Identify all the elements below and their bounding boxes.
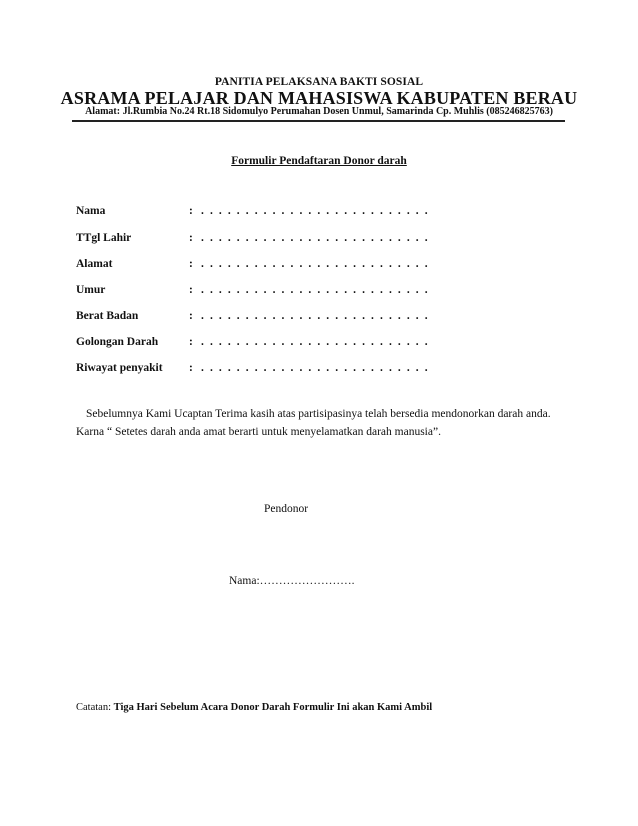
field-golongan-darah bbox=[76, 336, 576, 352]
field-label: Umur bbox=[76, 284, 106, 296]
field-riwayat-penyakit bbox=[76, 362, 576, 378]
address-line: Alamat: Jl.Rumbia No.24 Rt.18 Sidomulyo Perumahan Dosen Unmul, Samarinda Cp. Muhlis (085246825763) bbox=[85, 106, 553, 117]
organizer-heading: PANITIA PELAKSANA BAKTI SOSIAL bbox=[214, 76, 424, 88]
field-blank-line: . . . . . . . . . . . . . . . . . . . . . . . . . . bbox=[201, 232, 430, 244]
field-colon: : bbox=[189, 310, 193, 322]
field-umur bbox=[76, 284, 576, 300]
field-colon: : bbox=[189, 232, 193, 244]
field-colon: : bbox=[189, 205, 193, 217]
thanks-line-1-text: Sebelumnya Kami Ucaptan Terima kasih atas partisipasinya telah bersedia mendonorkan darah anda. bbox=[86, 408, 551, 420]
field-blank-line: . . . . . . . . . . . . . . . . . . . . . . . . . . bbox=[201, 336, 430, 348]
field-colon: : bbox=[189, 336, 193, 348]
field-label: Golongan Darah bbox=[76, 336, 159, 348]
thanks-line-2: Karna “ Setetes darah anda amat berarti untuk menyelamatkan darah manusia”. bbox=[76, 426, 441, 438]
field-blank-line: . . . . . . . . . . . . . . . . . . . . . . . . . . bbox=[201, 362, 430, 374]
field-blank-line: . . . . . . . . . . . . . . . . . . . . . . . . . . bbox=[201, 258, 430, 270]
field-label: Riwayat penyakit bbox=[76, 362, 163, 374]
field-label: Berat Badan bbox=[76, 310, 139, 322]
field-blank-line: . . . . . . . . . . . . . . . . . . . . . . . . . . bbox=[201, 205, 430, 217]
field-label: Alamat bbox=[76, 258, 113, 270]
field-nama bbox=[76, 205, 576, 221]
donor-signature-role: Pendonor bbox=[263, 503, 309, 515]
institution-title: ASRAMA PELAJAR DAN MAHASISWA KABUPATEN BERAU bbox=[60, 88, 578, 108]
field-colon: : bbox=[189, 362, 193, 374]
field-ttgl-lahir bbox=[76, 232, 576, 248]
note-label: Catatan: bbox=[76, 702, 111, 713]
field-label: Nama bbox=[76, 205, 106, 217]
thanks-line-1 bbox=[76, 405, 576, 423]
field-colon: : bbox=[189, 284, 193, 296]
field-colon: : bbox=[189, 258, 193, 270]
donor-name-line: Nama:……………………. bbox=[229, 575, 355, 587]
note-text: Tiga Hari Sebelum Acara Donor Darah Formulir Ini akan Kami Ambil bbox=[113, 702, 433, 713]
field-alamat bbox=[76, 258, 576, 274]
field-label: TTgl Lahir bbox=[76, 232, 132, 244]
field-blank-line: . . . . . . . . . . . . . . . . . . . . . . . . . . bbox=[201, 284, 430, 296]
footer-note bbox=[76, 702, 432, 713]
form-title: Formulir Pendaftaran Donor darah bbox=[231, 155, 407, 167]
header-divider bbox=[72, 120, 565, 122]
field-blank-line: . . . . . . . . . . . . . . . . . . . . . . . . . . bbox=[201, 310, 430, 322]
thanks-paragraph bbox=[76, 405, 576, 441]
field-berat-badan bbox=[76, 310, 576, 326]
